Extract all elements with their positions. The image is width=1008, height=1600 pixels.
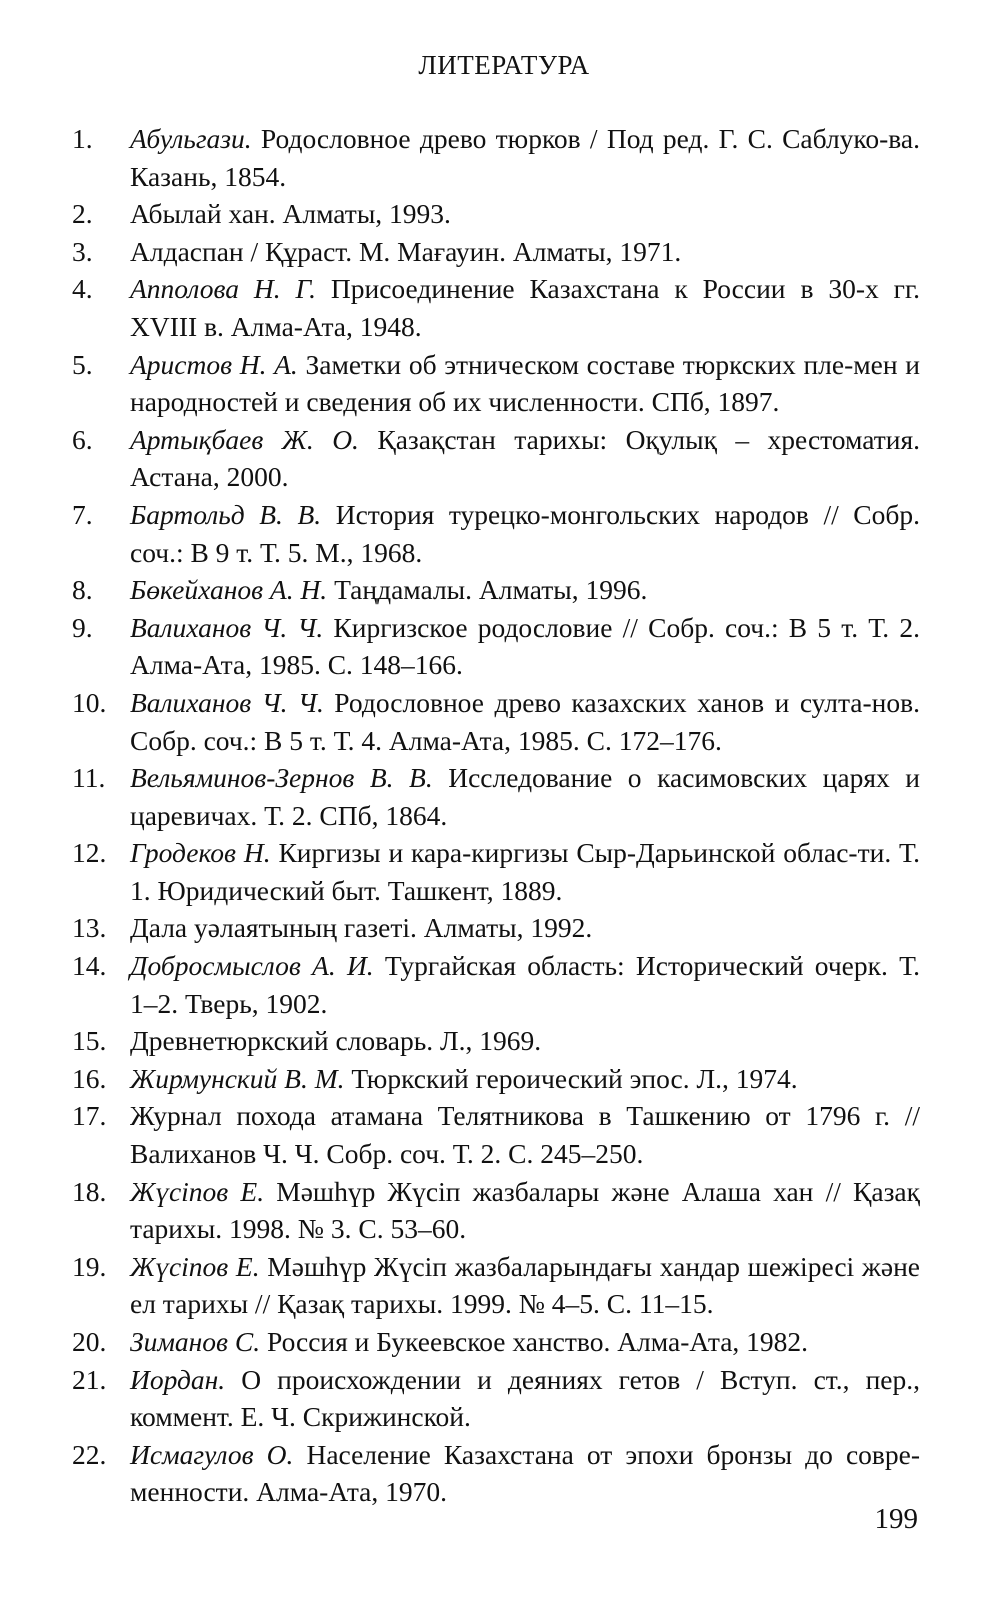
- bibliography-entry: [72, 120, 920, 195]
- entry-author: Бөкейханов А. Н.: [130, 574, 328, 606]
- entry-text: [130, 195, 920, 233]
- bibliography-entry: [72, 1097, 920, 1172]
- entry-text: [130, 1173, 920, 1248]
- entry-details: Древнетюркский словарь. Л., 1969.: [130, 1025, 542, 1057]
- entry-text: [130, 1022, 920, 1060]
- entry-details: Присоединение Казахстана к России в 30-х гг. XVIII в. Алма-Ата, 1948.: [130, 273, 921, 342]
- entry-number: 7.: [72, 498, 93, 530]
- entry-text: [130, 346, 920, 421]
- bibliography-entry: [72, 496, 920, 571]
- entry-author: Вельяминов-Зернов В. В.: [130, 762, 433, 794]
- entry-text: [130, 1361, 920, 1436]
- entry-number: 4.: [72, 273, 93, 305]
- entry-text: [130, 1248, 920, 1323]
- entry-details: Заметки об этническом составе тюркских пле-мен и народностей и сведения об их численности. СПб, 1897.: [130, 348, 920, 418]
- entry-author: Абульгази.: [130, 123, 252, 154]
- entry-text: [130, 571, 920, 609]
- bibliography-entry: [72, 346, 920, 421]
- bibliography-entry: [72, 909, 920, 947]
- entry-author: Валиханов Ч. Ч.: [130, 686, 324, 718]
- entry-author: Артықбаев Ж. О.: [130, 423, 359, 455]
- bibliography-entry: [72, 1248, 920, 1323]
- entry-text: [130, 421, 920, 496]
- entry-number: 15.: [72, 1025, 107, 1057]
- entry-text: [130, 947, 920, 1022]
- entry-number: 21.: [72, 1363, 107, 1395]
- bibliography-entry: [72, 1022, 920, 1060]
- entry-number: 17.: [72, 1100, 107, 1132]
- bibliography-entry: [72, 195, 920, 233]
- entry-author: Аристов Н. А.: [130, 348, 298, 380]
- entry-author: Иордан.: [130, 1363, 226, 1395]
- bibliography-entry: [72, 1436, 920, 1511]
- bibliography-entry: [72, 834, 920, 909]
- entry-author: Жүсіпов Е.: [130, 1175, 265, 1207]
- entry-author: Апполова Н. Г.: [130, 273, 316, 305]
- entry-number: 22.: [72, 1438, 107, 1470]
- entry-author: Зиманов С.: [130, 1326, 261, 1357]
- entry-text: [130, 834, 920, 909]
- entry-author: Гродеков Н.: [130, 837, 271, 869]
- bibliography-entry: [72, 1323, 920, 1361]
- entry-details: Журнал похода атамана Телятникова в Ташкению от 1796 г. // Валиханов Ч. Ч. Собр. соч. Т. 2. С. 245–250.: [130, 1100, 920, 1170]
- entry-details: Абылай хан. Алматы, 1993.: [130, 198, 451, 230]
- entry-author: Валиханов Ч. Ч.: [130, 611, 324, 643]
- entry-number: 12.: [72, 837, 107, 869]
- entry-text: [130, 759, 920, 834]
- bibliography-list: [72, 120, 920, 1511]
- bibliography-entry: [72, 421, 920, 496]
- bibliography-entry: [72, 1361, 920, 1436]
- entry-number: 9.: [72, 611, 93, 643]
- entry-details: Родословное древо тюрков / Под ред. Г. С. Саблуко-ва. Казань, 1854.: [130, 123, 920, 192]
- bibliography-entry: [72, 571, 920, 609]
- entry-author: Добросмыслов А. И.: [130, 950, 374, 982]
- entry-details: Мәшһүр Жүсіп жазбалары және Алаша хан // Қазақ тарихы. 1998. № 3. С. 53–60.: [130, 1175, 920, 1245]
- bibliography-entry: [72, 1173, 920, 1248]
- entry-text: [130, 1097, 920, 1172]
- entry-details: Киргизы и кара-киргизы Сыр-Дарьинской облас-ти. Т. 1. Юридический быт. Ташкент, 1889.: [130, 837, 920, 906]
- entry-number: 13.: [72, 912, 107, 944]
- entry-text: [130, 1323, 920, 1361]
- entry-text: [130, 1436, 920, 1511]
- bibliography-entry: [72, 609, 920, 684]
- entry-number: 6.: [72, 423, 93, 455]
- entry-text: [130, 496, 920, 571]
- entry-number: 10.: [72, 686, 107, 718]
- entry-number: 16.: [72, 1062, 107, 1094]
- entry-details: О происхождении и деяниях гетов / Вступ. ст., пер., коммент. Е. Ч. Скрижинской.: [130, 1363, 920, 1433]
- entry-author: Исмагулов О.: [130, 1438, 294, 1470]
- entry-number: 18.: [72, 1175, 107, 1207]
- entry-text: [130, 909, 920, 947]
- entry-text: [130, 684, 920, 759]
- entry-details: Таңдамалы. Алматы, 1996.: [327, 574, 648, 606]
- entry-number: 20.: [72, 1326, 107, 1357]
- entry-text: [130, 1060, 920, 1098]
- bibliography-entry: [72, 233, 920, 271]
- page-number: 199: [874, 1503, 918, 1535]
- bibliography-entry: [72, 684, 920, 759]
- entry-number: 11.: [72, 762, 106, 794]
- entry-details: Тургайская область: Исторический очерк. Т. 1–2. Тверь, 1902.: [130, 950, 920, 1019]
- entry-number: 3.: [72, 235, 93, 267]
- entry-details: Исследование о касимовских царях и царевичах. Т. 2. СПб, 1864.: [130, 762, 920, 831]
- entry-text: [130, 609, 920, 684]
- entry-number: 1.: [72, 123, 93, 154]
- entry-author: Жүсіпов Е.: [130, 1250, 260, 1282]
- page-title: ЛИТЕРАТУРА: [418, 50, 590, 80]
- bibliography-entry: [72, 947, 920, 1022]
- entry-number: 19.: [72, 1250, 107, 1282]
- entry-details: Мәшһүр Жүсіп жазбаларындағы хандар шежіресі және ел тарихы // Қазақ тарихы. 1999. № 4–5. С. 11–15.: [130, 1250, 920, 1320]
- entry-text: [130, 120, 920, 195]
- entry-details: Дала уәлаятының газеті. Алматы, 1992.: [130, 912, 593, 944]
- entry-number: 14.: [72, 950, 107, 982]
- entry-details: Население Казахстана от эпохи бронзы до совре-менности. Алма-Ата, 1970.: [130, 1438, 920, 1508]
- entry-details: Россия и Букеевское ханство. Алма-Ата, 1982.: [260, 1326, 809, 1357]
- entry-details: Тюркский героический эпос. Л., 1974.: [344, 1062, 798, 1094]
- bibliography-entry: [72, 1060, 920, 1098]
- bibliography-entry: [72, 270, 920, 345]
- entry-number: 2.: [72, 198, 93, 230]
- entry-details: Родословное древо казахских ханов и султа-нов. Собр. соч.: В 5 т. Т. 4. Алма-Ата, 1985. С. 172–176.: [130, 686, 920, 756]
- entry-details: История турецко-монгольских народов // Собр. соч.: В 9 т. Т. 5. М., 1968.: [130, 498, 920, 568]
- entry-author: Бартольд В. В.: [130, 498, 322, 530]
- entry-number: 8.: [72, 574, 93, 606]
- entry-details: Киргизское родословие // Собр. соч.: В 5 т. Т. 2. Алма-Ата, 1985. С. 148–166.: [130, 611, 920, 681]
- bibliography-entry: [72, 759, 920, 834]
- entry-text: [130, 270, 920, 345]
- entry-details: Алдаспан / Құраст. М. Мағауин. Алматы, 1971.: [130, 235, 682, 267]
- entry-details: Қазақстан тарихы: Оқулық – хрестоматия. Астана, 2000.: [130, 423, 920, 493]
- entry-text: [130, 233, 920, 271]
- entry-author: Жирмунский В. М.: [130, 1062, 345, 1094]
- entry-number: 5.: [72, 348, 93, 380]
